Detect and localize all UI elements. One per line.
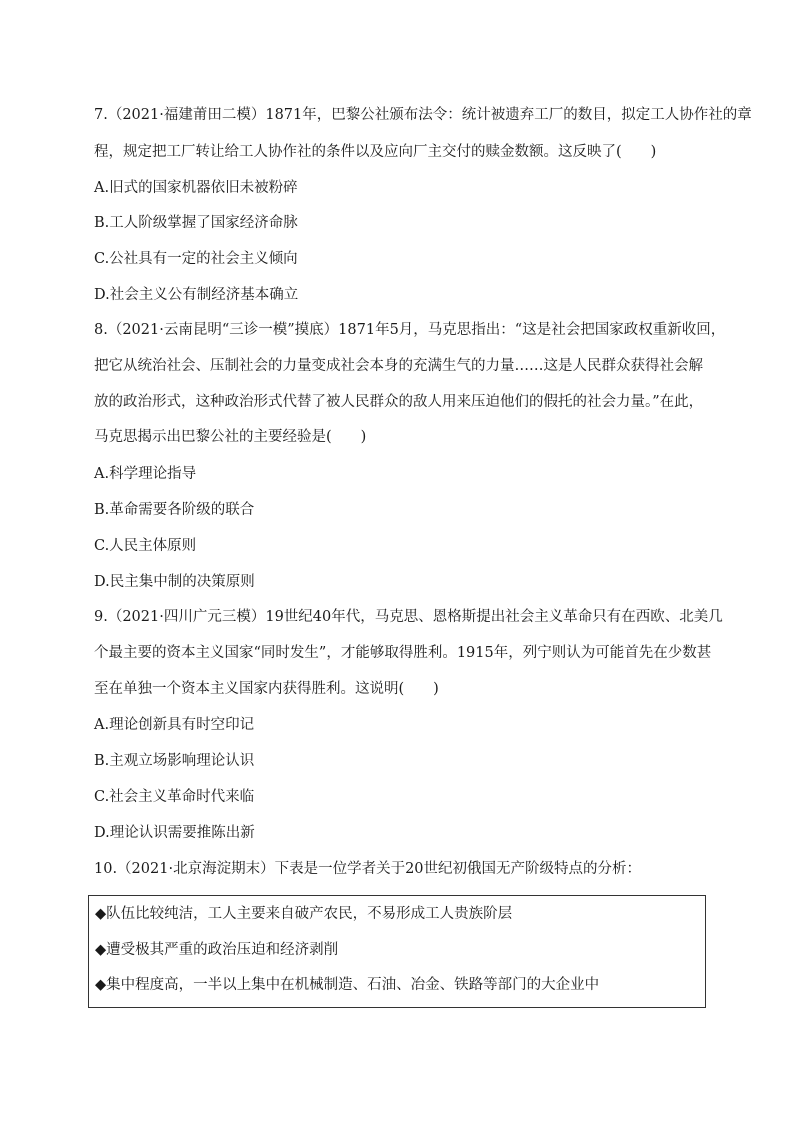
q8-option-c: C.人民主体原则 (94, 538, 197, 554)
q7-stem-line-1: 7.（2021·福建莆田二模）1871年，巴黎公社颁布法令：统计被遗弃工厂的数目，拟定工人协作社的章 (94, 107, 752, 123)
q10-table-row-2: ◆遭受极其严重的政治压迫和经济剥削 (95, 942, 339, 958)
q9-option-b: B.主观立场影响理论认识 (94, 753, 255, 769)
q9-stem-line-1: 9.（2021·四川广元三模）19世纪40年代，马克思、恩格斯提出社会主义革命只有在西欧、北美几 (94, 609, 723, 625)
q8-option-d: D.民主集中制的决策原则 (94, 574, 255, 590)
q8-stem-line-3: 放的政治形式，这种政治形式代替了被人民群众的敌人用来压迫他们的假托的社会力量。”在此， (94, 394, 704, 410)
q7-stem-line-2: 程，规定把工厂转让给工人协作社的条件以及应向厂主交付的赎金数额。这反映了( ) (94, 144, 657, 160)
q8-option-b: B.革命需要各阶级的联合 (94, 502, 255, 518)
q9-stem-line-2: 个最主要的资本主义国家“同时发生”，才能够取得胜利。1915年，列宁则认为可能首先在少数甚 (94, 645, 712, 661)
q9-option-d: D.理论认识需要推陈出新 (94, 825, 255, 841)
q8-stem-line-2: 把它从统治社会、压制社会的力量变成社会本身的充满生气的力量……这是人民群众获得社会解 (94, 358, 703, 374)
q9-option-c: C.社会主义革命时代来临 (94, 789, 255, 805)
q7-option-d: D.社会主义公有制经济基本确立 (94, 287, 299, 303)
q7-option-c: C.公社具有一定的社会主义倾向 (94, 251, 298, 267)
q10-table-row-3: ◆集中程度高，一半以上集中在机械制造、石油、冶金、铁路等部门的大企业中 (95, 977, 600, 993)
q8-stem-line-4: 马克思揭示出巴黎公社的主要经验是( ) (94, 429, 367, 445)
q8-option-a: A.科学理论指导 (94, 466, 197, 482)
q9-option-a: A.理论创新具有时空印记 (94, 717, 255, 733)
q10-analysis-table (88, 895, 706, 1008)
q10-stem-line-1: 10.（2021·北京海淀期末）下表是一位学者关于20世纪初俄国无产阶级特点的分析： (94, 861, 642, 877)
q10-table-row-1: ◆队伍比较纯洁，工人主要来自破产农民，不易形成工人贵族阶层 (95, 906, 513, 922)
q9-stem-line-3: 至在单独一个资本主义国家内获得胜利。这说明( ) (94, 681, 439, 697)
q7-option-a: A.旧式的国家机器依旧未被粉碎 (94, 180, 298, 196)
q8-stem-line-1: 8.（2021·云南昆明“三诊一模”摸底）1871年5月，马克思指出：“这是社会把国家政权重新收回， (94, 322, 726, 338)
q7-option-b: B.工人阶级掌握了国家经济命脉 (94, 215, 298, 231)
